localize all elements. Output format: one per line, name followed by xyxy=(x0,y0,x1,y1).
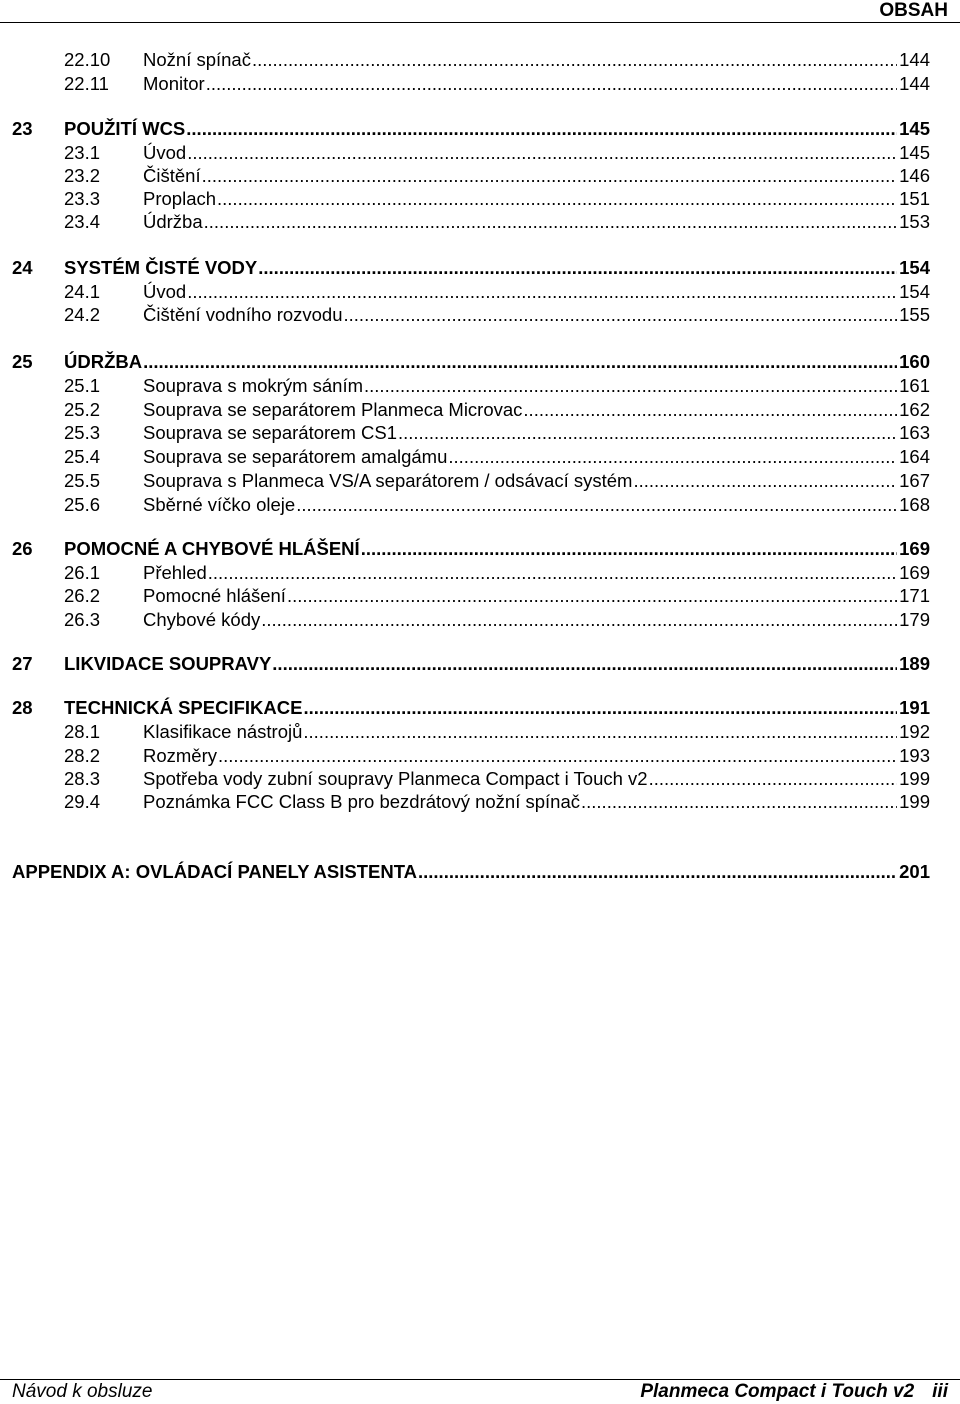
toc-dot-leader xyxy=(204,210,897,234)
toc-entry-page: 167 xyxy=(899,470,930,491)
toc-entry-title: Sběrné víčko oleje xyxy=(143,494,296,515)
toc-entry-page: 154 xyxy=(899,257,930,278)
toc-dot-leader xyxy=(344,303,898,327)
footer-page-number: iii xyxy=(932,1381,948,1402)
toc-entry-line xyxy=(143,445,930,469)
toc-dot-leader xyxy=(252,48,897,72)
toc-dot-leader xyxy=(202,164,898,188)
toc-entry-title: Úvod xyxy=(143,142,187,163)
toc-entry-page: 145 xyxy=(899,118,930,139)
toc-chapter-entry[interactable] xyxy=(0,256,960,280)
toc-entry-line xyxy=(143,790,930,814)
toc-entry-page: 199 xyxy=(899,768,930,789)
toc-entry-number: 25.1 xyxy=(64,375,101,396)
toc-entry-page: 169 xyxy=(899,562,930,583)
toc-entry-page: 144 xyxy=(899,49,930,70)
toc-entry-page: 201 xyxy=(899,861,930,882)
toc-entry-page: 179 xyxy=(899,609,930,630)
toc-section-entry[interactable] xyxy=(0,561,960,585)
toc-dot-leader xyxy=(208,561,897,585)
toc-section-entry[interactable] xyxy=(0,790,960,814)
toc-entry-line xyxy=(143,72,930,96)
toc-entry-number: 25.2 xyxy=(64,399,101,420)
toc-entry-title: Čištění xyxy=(143,165,201,186)
toc-dot-leader xyxy=(272,652,897,676)
toc-entry-line xyxy=(143,280,930,304)
toc-entry-number: 28.1 xyxy=(64,721,101,742)
toc-entry-title: Souprava se separátorem CS1 xyxy=(143,422,397,443)
toc-entry-line xyxy=(143,608,930,632)
toc-entry-number: 28.2 xyxy=(64,745,101,766)
toc-section-entry[interactable] xyxy=(0,164,960,188)
toc-entry-number: 22.11 xyxy=(64,73,109,94)
toc-entry-line xyxy=(143,187,930,211)
toc-entry-number: 27 xyxy=(12,653,33,674)
toc-entry-title: Souprava s Planmeca VS/A separátorem / odsávací systém xyxy=(143,470,633,491)
toc-entry-line xyxy=(143,767,930,791)
toc-entry-title: POUŽITÍ WCS xyxy=(64,118,186,139)
toc-entry-number: 25.4 xyxy=(64,446,101,467)
toc-entry-number: 25.6 xyxy=(64,494,101,515)
toc-entry-number: 25 xyxy=(12,351,33,372)
toc-dot-leader xyxy=(296,493,897,517)
toc-entry-line xyxy=(143,141,930,165)
toc-entry-page: 189 xyxy=(899,653,930,674)
toc-entry-line xyxy=(64,696,930,720)
toc-entry-number: 23 xyxy=(12,118,33,139)
toc-entry-line xyxy=(143,398,930,422)
toc-entry-title: SYSTÉM ČISTÉ VODY xyxy=(64,257,258,278)
toc-entry-title: APPENDIX A: OVLÁDACÍ PANELY ASISTENTA xyxy=(12,861,417,882)
toc-entry-number: 26 xyxy=(12,538,33,559)
header-divider xyxy=(0,22,960,23)
toc-entry-page: 146 xyxy=(899,165,930,186)
toc-entry-page: 144 xyxy=(899,73,930,94)
toc-dot-leader xyxy=(364,374,897,398)
toc-section-entry[interactable] xyxy=(0,767,960,791)
toc-dot-leader xyxy=(258,256,897,280)
toc-section-entry[interactable] xyxy=(0,210,960,234)
toc-chapter-entry[interactable] xyxy=(0,537,960,561)
toc-appendix-entry[interactable] xyxy=(0,860,960,884)
toc-entry-title: Pomocné hlášení xyxy=(143,585,286,606)
toc-entry-page: 153 xyxy=(899,211,930,232)
toc-dot-leader xyxy=(303,720,897,744)
toc-section-entry[interactable] xyxy=(0,280,960,304)
footer-product xyxy=(640,1380,948,1404)
toc-section-entry[interactable] xyxy=(0,374,960,398)
toc-entry-page: 164 xyxy=(899,446,930,467)
toc-dot-leader xyxy=(633,469,897,493)
toc-entry-number: 25.5 xyxy=(64,470,101,491)
toc-entry-number: 23.3 xyxy=(64,188,101,209)
toc-entry-title: Monitor xyxy=(143,73,205,94)
toc-section-entry[interactable] xyxy=(0,469,960,493)
toc-entry-line xyxy=(64,117,930,141)
toc-entry-number: 26.2 xyxy=(64,585,101,606)
toc-dot-leader xyxy=(523,398,897,422)
toc-entry-title: Klasifikace nástrojů xyxy=(143,721,303,742)
toc-chapter-entry[interactable] xyxy=(0,350,960,374)
toc-entry-page: 160 xyxy=(899,351,930,372)
toc-dot-leader xyxy=(187,280,897,304)
toc-entry-title: Rozměry xyxy=(143,745,218,766)
toc-entry-number: 23.2 xyxy=(64,165,101,186)
toc-dot-leader xyxy=(398,421,897,445)
toc-section-entry[interactable] xyxy=(0,421,960,445)
toc-entry-title: Poznámka FCC Class B pro bezdrátový nožní spínač xyxy=(143,791,580,812)
toc-entry-title: Úvod xyxy=(143,281,187,302)
toc-entry-number: 24.1 xyxy=(64,281,101,302)
toc-entry-line xyxy=(64,256,930,280)
toc-entry-page: 192 xyxy=(899,721,930,742)
toc-entry-number: 24 xyxy=(12,257,33,278)
toc-dot-leader xyxy=(186,117,897,141)
toc-entry-line xyxy=(143,584,930,608)
toc-entry-page: 151 xyxy=(899,188,930,209)
toc-entry-line xyxy=(143,720,930,744)
toc-dot-leader xyxy=(649,767,898,791)
toc-dot-leader xyxy=(361,537,897,561)
toc-entry-number: 26.1 xyxy=(64,562,101,583)
toc-entry-title: Souprava se separátorem Planmeca Microvac xyxy=(143,399,523,420)
toc-entry-title: TECHNICKÁ SPECIFIKACE xyxy=(64,697,303,718)
toc-entry-line xyxy=(64,537,930,561)
toc-dot-leader xyxy=(143,350,897,374)
toc-section-entry[interactable] xyxy=(0,584,960,608)
toc-entry-line xyxy=(143,493,930,517)
toc-entry-number: 29.4 xyxy=(64,791,101,812)
toc-entry-page: 168 xyxy=(899,494,930,515)
toc-entry-page: 162 xyxy=(899,399,930,420)
footer-manual-title: Návod k obsluze xyxy=(12,1381,153,1402)
toc-entry-title: Údržba xyxy=(143,211,203,232)
toc-entry-line xyxy=(143,303,930,327)
toc-entry-page: 145 xyxy=(899,142,930,163)
toc-dot-leader xyxy=(303,696,897,720)
toc-entry-title: ÚDRŽBA xyxy=(64,351,143,372)
toc-entry-page: 193 xyxy=(899,745,930,766)
toc-entry-line xyxy=(143,744,930,768)
footer-product-name: Planmeca Compact i Touch v2 xyxy=(640,1381,915,1402)
toc-entry-number: 28 xyxy=(12,697,33,718)
toc-section-entry[interactable] xyxy=(0,72,960,96)
toc-entry-number: 23.1 xyxy=(64,142,101,163)
toc-entry-line xyxy=(143,421,930,445)
toc-entry-number: 22.10 xyxy=(64,49,111,70)
toc-section-entry[interactable] xyxy=(0,48,960,72)
toc-entry-title: Souprava s mokrým sáním xyxy=(143,375,364,396)
toc-entry-number: 24.2 xyxy=(64,304,101,325)
toc-entry-number: 23.4 xyxy=(64,211,101,232)
toc-entry-title: Chybové kódy xyxy=(143,609,261,630)
toc-dot-leader xyxy=(261,608,897,632)
toc-entry-number: 26.3 xyxy=(64,609,101,630)
toc-entry-line xyxy=(64,350,930,374)
toc-entry-page: 199 xyxy=(899,791,930,812)
toc-dot-leader xyxy=(448,445,897,469)
toc-entry-page: 161 xyxy=(899,375,930,396)
toc-dot-leader xyxy=(187,141,897,165)
page-header-title: OBSAH xyxy=(879,0,948,21)
toc-section-entry[interactable] xyxy=(0,608,960,632)
toc-entry-line xyxy=(143,164,930,188)
toc-entry-page: 191 xyxy=(899,697,930,718)
toc-entry-title: Čištění vodního rozvodu xyxy=(143,304,343,325)
toc-entry-title: Spotřeba vody zubní soupravy Planmeca Compact i Touch v2 xyxy=(143,768,648,789)
toc-entry-number: 28.3 xyxy=(64,768,101,789)
toc-entry-line xyxy=(143,561,930,585)
toc-section-entry[interactable] xyxy=(0,187,960,211)
toc-entry-page: 163 xyxy=(899,422,930,443)
toc-section-entry[interactable] xyxy=(0,445,960,469)
toc-entry-page: 169 xyxy=(899,538,930,559)
toc-dot-leader xyxy=(581,790,897,814)
toc-dot-leader xyxy=(218,744,897,768)
toc-entry-number: 25.3 xyxy=(64,422,101,443)
toc-section-entry[interactable] xyxy=(0,720,960,744)
toc-chapter-entry[interactable] xyxy=(0,117,960,141)
toc-chapter-entry[interactable] xyxy=(0,696,960,720)
toc-entry-title: LIKVIDACE SOUPRAVY xyxy=(64,653,272,674)
toc-dot-leader xyxy=(206,72,897,96)
toc-entry-title: POMOCNÉ A CHYBOVÉ HLÁŠENÍ xyxy=(64,538,360,559)
toc-entry-line xyxy=(143,374,930,398)
toc-dot-leader xyxy=(287,584,897,608)
toc-entry-title: Nožní spínač xyxy=(143,49,251,70)
toc-section-entry[interactable] xyxy=(0,493,960,517)
toc-entry-page: 155 xyxy=(899,304,930,325)
toc-entry-line xyxy=(143,469,930,493)
toc-dot-leader xyxy=(217,187,897,211)
toc-section-entry[interactable] xyxy=(0,398,960,422)
toc-entry-line xyxy=(143,210,930,234)
toc-chapter-entry[interactable] xyxy=(0,652,960,676)
toc-section-entry[interactable] xyxy=(0,303,960,327)
toc-entry-line xyxy=(12,860,930,884)
toc-entry-page: 171 xyxy=(899,585,930,606)
toc-entry-title: Přehled xyxy=(143,562,207,583)
toc-section-entry[interactable] xyxy=(0,744,960,768)
toc-entry-title: Souprava se separátorem amalgámu xyxy=(143,446,448,467)
toc-entry-line xyxy=(64,652,930,676)
toc-entry-line xyxy=(143,48,930,72)
toc-entry-page: 154 xyxy=(899,281,930,302)
toc-dot-leader xyxy=(418,860,897,884)
toc-section-entry[interactable] xyxy=(0,141,960,165)
toc-entry-title: Proplach xyxy=(143,188,217,209)
